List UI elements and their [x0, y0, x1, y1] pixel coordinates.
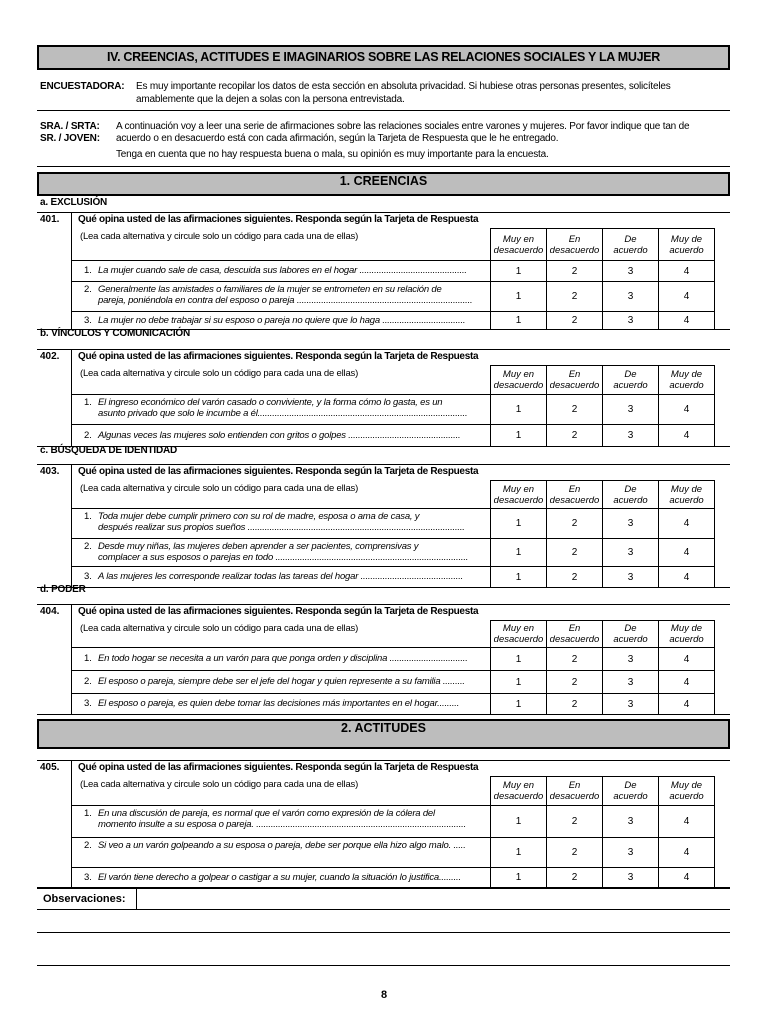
option-line1: De — [624, 623, 637, 634]
item-row-border — [71, 805, 490, 806]
response-code[interactable]: 3 — [603, 567, 659, 588]
response-grid — [490, 480, 715, 588]
response-code[interactable]: 4 — [659, 509, 715, 539]
option-line1: Muy en — [502, 780, 535, 791]
item-text-line2: asunto privado que solo le incumbe a él...................................................................................... — [98, 408, 468, 419]
response-code[interactable]: 2 — [547, 539, 603, 567]
option-line1: De — [624, 483, 637, 495]
question-number: 401. — [40, 214, 60, 225]
intro-line2: acuerdo o en desacuerdo está con cada afirmación, según la Tarjeta de Respuesta que le he entregado. — [116, 133, 559, 144]
option-header — [659, 481, 715, 509]
item-text-line2: momento insulte a su esposa o pareja. ...................................................................................... — [98, 819, 467, 830]
option-line1: Muy de — [670, 233, 703, 245]
question-title: Qué opina usted de las afirmaciones siguientes. Responda según la Tarjeta de Respuesta — [78, 214, 479, 225]
option-header — [603, 229, 659, 261]
item-row-border — [71, 424, 490, 425]
response-code[interactable]: 1 — [491, 261, 547, 282]
observaciones-line[interactable] — [37, 932, 730, 933]
response-code[interactable]: 4 — [659, 671, 715, 694]
item-row-border — [71, 566, 490, 567]
response-code[interactable]: 1 — [491, 282, 547, 312]
option-header — [547, 777, 603, 806]
response-grid — [490, 776, 715, 888]
item-text-line1: El ingreso económico del varón casado o conviviente, y la forma cómo lo gasta, es un — [98, 397, 443, 408]
item-row-border — [71, 281, 490, 282]
item-number: 2. — [84, 541, 92, 552]
response-code[interactable]: 2 — [547, 694, 603, 715]
response-code[interactable]: 2 — [547, 806, 603, 838]
item-number: 1. — [84, 397, 92, 408]
response-code[interactable]: 3 — [603, 694, 659, 715]
item-text-line1: Generalmente las amistades o familiares de la mujer se entrometen en su relación de — [98, 284, 442, 295]
observaciones-label: Observaciones: — [43, 893, 126, 905]
option-line1: Muy de — [670, 780, 703, 791]
response-code[interactable]: 3 — [603, 282, 659, 312]
response-code[interactable]: 1 — [491, 806, 547, 838]
part1-header — [37, 172, 730, 196]
option-header — [603, 366, 659, 395]
item-row-border — [71, 837, 490, 838]
response-code[interactable]: 3 — [603, 425, 659, 447]
option-header — [491, 229, 547, 261]
item-row-border — [71, 311, 490, 312]
response-code[interactable]: 3 — [603, 868, 659, 888]
response-code[interactable]: 2 — [547, 261, 603, 282]
option-line2: acuerdo — [613, 244, 648, 256]
option-header — [603, 621, 659, 648]
intro-label-2: SR. / JOVEN: — [40, 133, 100, 144]
item-row-border — [71, 260, 490, 261]
item-statement — [84, 511, 484, 533]
response-code[interactable]: 1 — [491, 838, 547, 868]
subsection-label: c. BÚSQUEDA DE IDENTIDAD — [40, 445, 178, 456]
option-line2: acuerdo — [613, 494, 648, 506]
response-code[interactable]: 3 — [603, 395, 659, 425]
item-statement — [84, 698, 484, 720]
observaciones-box — [37, 888, 730, 910]
item-text-line1: Toda mujer debe cumplir primero con su rol de madre, esposa o ama de casa, y — [98, 511, 420, 522]
option-line2: acuerdo — [613, 634, 648, 645]
option-header — [491, 481, 547, 509]
option-line1: De — [624, 233, 637, 245]
response-code[interactable]: 3 — [603, 671, 659, 694]
question-instruction: (Lea cada alternativa y circule solo un código para cada una de ellas) — [80, 231, 359, 242]
question-top-border — [37, 604, 730, 605]
option-line2: acuerdo — [669, 380, 704, 391]
subsection-label: a. EXCLUSIÓN — [40, 197, 108, 208]
response-code[interactable]: 4 — [659, 567, 715, 588]
option-line2: desacuerdo — [493, 494, 544, 506]
option-line2: acuerdo — [669, 634, 704, 645]
option-line2: desacuerdo — [493, 244, 544, 256]
item-text-line1: A las mujeres les corresponde realizar todas las tareas del hogar .......................................... — [98, 571, 464, 582]
item-text-line1: La mujer cuando sale de casa, descuida sus labores en el hogar ............................................ — [98, 265, 467, 276]
option-line1: En — [568, 233, 581, 245]
response-code[interactable]: 1 — [491, 395, 547, 425]
option-header — [547, 229, 603, 261]
item-row-border — [71, 508, 490, 509]
question-number: 402. — [40, 351, 60, 362]
option-line1: En — [568, 623, 581, 634]
intro-line3: Tenga en cuenta que no hay respuesta buena o mala, su opinión es muy importante para la encuesta. — [116, 149, 549, 160]
item-number: 1. — [84, 808, 92, 819]
response-code[interactable]: 2 — [547, 567, 603, 588]
response-code[interactable]: 2 — [547, 671, 603, 694]
response-code[interactable]: 4 — [659, 395, 715, 425]
question-title: Qué opina usted de las afirmaciones siguientes. Responda según la Tarjeta de Respuesta — [78, 606, 479, 617]
response-code[interactable]: 1 — [491, 868, 547, 888]
response-code[interactable]: 4 — [659, 694, 715, 715]
option-line1: Muy en — [502, 483, 535, 495]
response-code[interactable]: 2 — [547, 425, 603, 447]
option-line2: desacuerdo — [493, 380, 544, 391]
item-text-line2: después realizar sus propios sueños ......................................................................................... — [98, 522, 465, 533]
option-line1: En — [568, 483, 581, 495]
response-code[interactable]: 4 — [659, 425, 715, 447]
question-instruction: (Lea cada alternativa y circule solo un código para cada una de ellas) — [80, 483, 359, 494]
page-number: 8 — [380, 989, 388, 1001]
question-number: 405. — [40, 762, 60, 773]
item-statement — [84, 808, 484, 830]
item-row-border — [71, 538, 490, 539]
response-code[interactable]: 3 — [603, 261, 659, 282]
question-instruction: (Lea cada alternativa y circule solo un código para cada una de ellas) — [80, 623, 359, 634]
response-grid — [490, 228, 715, 330]
option-line1: En — [568, 369, 581, 380]
option-line1: Muy de — [670, 483, 703, 495]
question-title: Qué opina usted de las afirmaciones siguientes. Responda según la Tarjeta de Respuesta — [78, 762, 479, 773]
option-line2: desacuerdo — [493, 634, 544, 645]
response-code[interactable]: 4 — [659, 648, 715, 671]
section-title: IV. CREENCIAS, ACTITUDES E IMAGINARIOS SOBRE LAS RELACIONES SOCIALES Y LA MUJER — [107, 50, 660, 64]
option-line2: acuerdo — [613, 380, 648, 391]
response-code[interactable]: 4 — [659, 261, 715, 282]
response-code[interactable]: 1 — [491, 312, 547, 330]
option-header — [491, 777, 547, 806]
question-number: 403. — [40, 466, 60, 477]
item-text-line1: El varón tiene derecho a golpear o castigar a su mujer, cuando la situación lo justifica......... — [98, 872, 461, 883]
item-number: 2. — [84, 840, 92, 851]
option-line1: De — [624, 369, 637, 380]
response-code[interactable]: 4 — [659, 282, 715, 312]
response-code[interactable]: 3 — [603, 539, 659, 567]
item-number: 1. — [84, 265, 92, 276]
response-code[interactable]: 3 — [603, 806, 659, 838]
encuestadora-line1: Es muy importante recopilar los datos de esta sección en absoluta privacidad. Si hubiese otras personas presentes, solicíteles — [136, 81, 671, 92]
option-line1: Muy de — [670, 623, 703, 634]
item-text-line1: El esposo o pareja, es quien debe tomar las decisiones más importantes en el hogar......... — [98, 698, 460, 709]
response-code[interactable]: 4 — [659, 539, 715, 567]
item-number: 3. — [84, 571, 92, 582]
option-header — [659, 229, 715, 261]
option-line2: desacuerdo — [549, 791, 600, 802]
option-line2: acuerdo — [669, 791, 704, 802]
option-header — [603, 481, 659, 509]
response-code[interactable]: 2 — [547, 648, 603, 671]
intro-line1: A continuación voy a leer una serie de afirmaciones sobre las relaciones sociales entre varones y mujeres. Por favor indique que tan de — [116, 121, 690, 132]
response-code[interactable]: 3 — [603, 648, 659, 671]
response-grid — [490, 365, 715, 447]
item-statement — [84, 397, 484, 419]
item-statement — [84, 840, 484, 862]
item-number: 3. — [84, 315, 92, 326]
question-num-divider — [71, 464, 72, 587]
part2-header — [37, 719, 730, 749]
part2-title: 2. ACTITUDES — [341, 721, 426, 735]
item-statement — [84, 284, 484, 306]
item-text-line2: complacer a sus esposos o parejas en todo ............................................................................... — [98, 552, 469, 563]
item-text-line1: Si veo a un varón golpeando a su esposa o pareja, debe ser porque ella hizo algo malo. ..... — [98, 840, 466, 851]
response-code[interactable]: 2 — [547, 868, 603, 888]
item-number: 2. — [84, 430, 92, 441]
option-header — [603, 777, 659, 806]
response-code[interactable]: 2 — [547, 312, 603, 330]
divider — [37, 110, 730, 111]
question-top-border — [37, 760, 730, 761]
response-code[interactable]: 4 — [659, 868, 715, 888]
part1-title: 1. CREENCIAS — [339, 174, 428, 188]
question-top-border — [37, 349, 730, 350]
option-header — [547, 621, 603, 648]
item-number: 3. — [84, 872, 92, 883]
option-header — [547, 481, 603, 509]
option-line2: desacuerdo — [549, 634, 600, 645]
item-text-line2: pareja, poniéndola en contra del esposo o pareja ........................................................................ — [98, 295, 473, 306]
item-text-line1: En todo hogar se necesita a un varón para que ponga orden y disciplina ................................ — [98, 653, 468, 664]
item-statement — [84, 571, 484, 593]
response-code[interactable]: 2 — [547, 509, 603, 539]
response-code[interactable]: 4 — [659, 838, 715, 868]
encuestadora-label: ENCUESTADORA: — [40, 81, 125, 92]
item-statement — [84, 676, 484, 698]
observaciones-label-cell — [37, 889, 137, 909]
item-statement — [84, 653, 484, 675]
question-top-border — [37, 464, 730, 465]
option-header — [491, 366, 547, 395]
item-row-border — [71, 647, 490, 648]
question-number: 404. — [40, 606, 60, 617]
response-code[interactable]: 1 — [491, 671, 547, 694]
divider — [37, 166, 730, 167]
response-code[interactable]: 4 — [659, 312, 715, 330]
item-text-line1: En una discusión de pareja, es normal que el varón como expresión de la cólera del — [98, 808, 435, 819]
item-row-border — [71, 867, 490, 868]
response-code[interactable]: 3 — [603, 509, 659, 539]
option-line2: acuerdo — [669, 244, 704, 256]
question-instruction: (Lea cada alternativa y circule solo un código para cada una de ellas) — [80, 779, 359, 790]
option-line1: En — [568, 780, 581, 791]
option-header — [547, 366, 603, 395]
response-code[interactable]: 4 — [659, 806, 715, 838]
response-code[interactable]: 1 — [491, 567, 547, 588]
response-code[interactable]: 2 — [547, 282, 603, 312]
item-number: 2. — [84, 676, 92, 687]
option-header — [659, 777, 715, 806]
question-num-divider — [71, 604, 72, 714]
option-header — [491, 621, 547, 648]
option-line2: desacuerdo — [549, 244, 600, 256]
question-title: Qué opina usted de las afirmaciones siguientes. Responda según la Tarjeta de Respuesta — [78, 351, 479, 362]
response-code[interactable]: 2 — [547, 838, 603, 868]
response-grid — [490, 620, 715, 715]
option-line1: Muy de — [670, 369, 703, 380]
response-code[interactable]: 1 — [491, 648, 547, 671]
response-code[interactable]: 3 — [603, 838, 659, 868]
question-instruction: (Lea cada alternativa y circule solo un código para cada una de ellas) — [80, 368, 359, 379]
observaciones-line[interactable] — [37, 965, 730, 966]
item-row-border — [71, 693, 490, 694]
option-line2: desacuerdo — [549, 494, 600, 506]
option-line1: Muy en — [502, 233, 535, 245]
item-text-line1: La mujer no debe trabajar si su esposo o pareja no quiere que lo haga .................................. — [98, 315, 466, 326]
item-number: 1. — [84, 653, 92, 664]
option-line2: desacuerdo — [493, 791, 544, 802]
option-line2: desacuerdo — [549, 380, 600, 391]
encuestadora-line2: amablemente que la dejen a solas con la persona entrevistada. — [136, 94, 405, 105]
item-number: 1. — [84, 511, 92, 522]
option-header — [659, 366, 715, 395]
option-line2: acuerdo — [613, 791, 648, 802]
option-line1: Muy en — [502, 623, 535, 634]
item-row-border — [71, 670, 490, 671]
subsection-label: d. PODER — [40, 584, 86, 595]
item-row-border — [71, 394, 490, 395]
question-num-divider — [71, 349, 72, 446]
option-line1: Muy en — [502, 369, 535, 380]
question-top-border — [37, 212, 730, 213]
item-statement — [84, 541, 484, 563]
response-code[interactable]: 2 — [547, 395, 603, 425]
item-text-line1: El esposo o pareja, siempre debe ser el jefe del hogar y quien represente a su familia ......... — [98, 676, 465, 687]
intro-label-1: SRA. / SRTA: — [40, 121, 100, 132]
item-number: 2. — [84, 284, 92, 295]
response-code[interactable]: 1 — [491, 539, 547, 567]
response-code[interactable]: 1 — [491, 509, 547, 539]
question-title: Qué opina usted de las afirmaciones siguientes. Responda según la Tarjeta de Respuesta — [78, 466, 479, 477]
section-header — [37, 45, 730, 70]
response-code[interactable]: 1 — [491, 694, 547, 715]
item-text-line1: Algunas veces las mujeres solo entienden con gritos o golpes .............................................. — [98, 430, 461, 441]
option-header — [659, 621, 715, 648]
subsection-label: b. VÍNCULOS Y COMUNICACIÓN — [40, 328, 190, 339]
option-line1: De — [624, 780, 637, 791]
response-code[interactable]: 3 — [603, 312, 659, 330]
item-number: 3. — [84, 698, 92, 709]
option-line2: acuerdo — [669, 494, 704, 506]
item-text-line1: Desde muy niñas, las mujeres deben aprender a ser pacientes, comprensivas y — [98, 541, 419, 552]
response-code[interactable]: 1 — [491, 425, 547, 447]
